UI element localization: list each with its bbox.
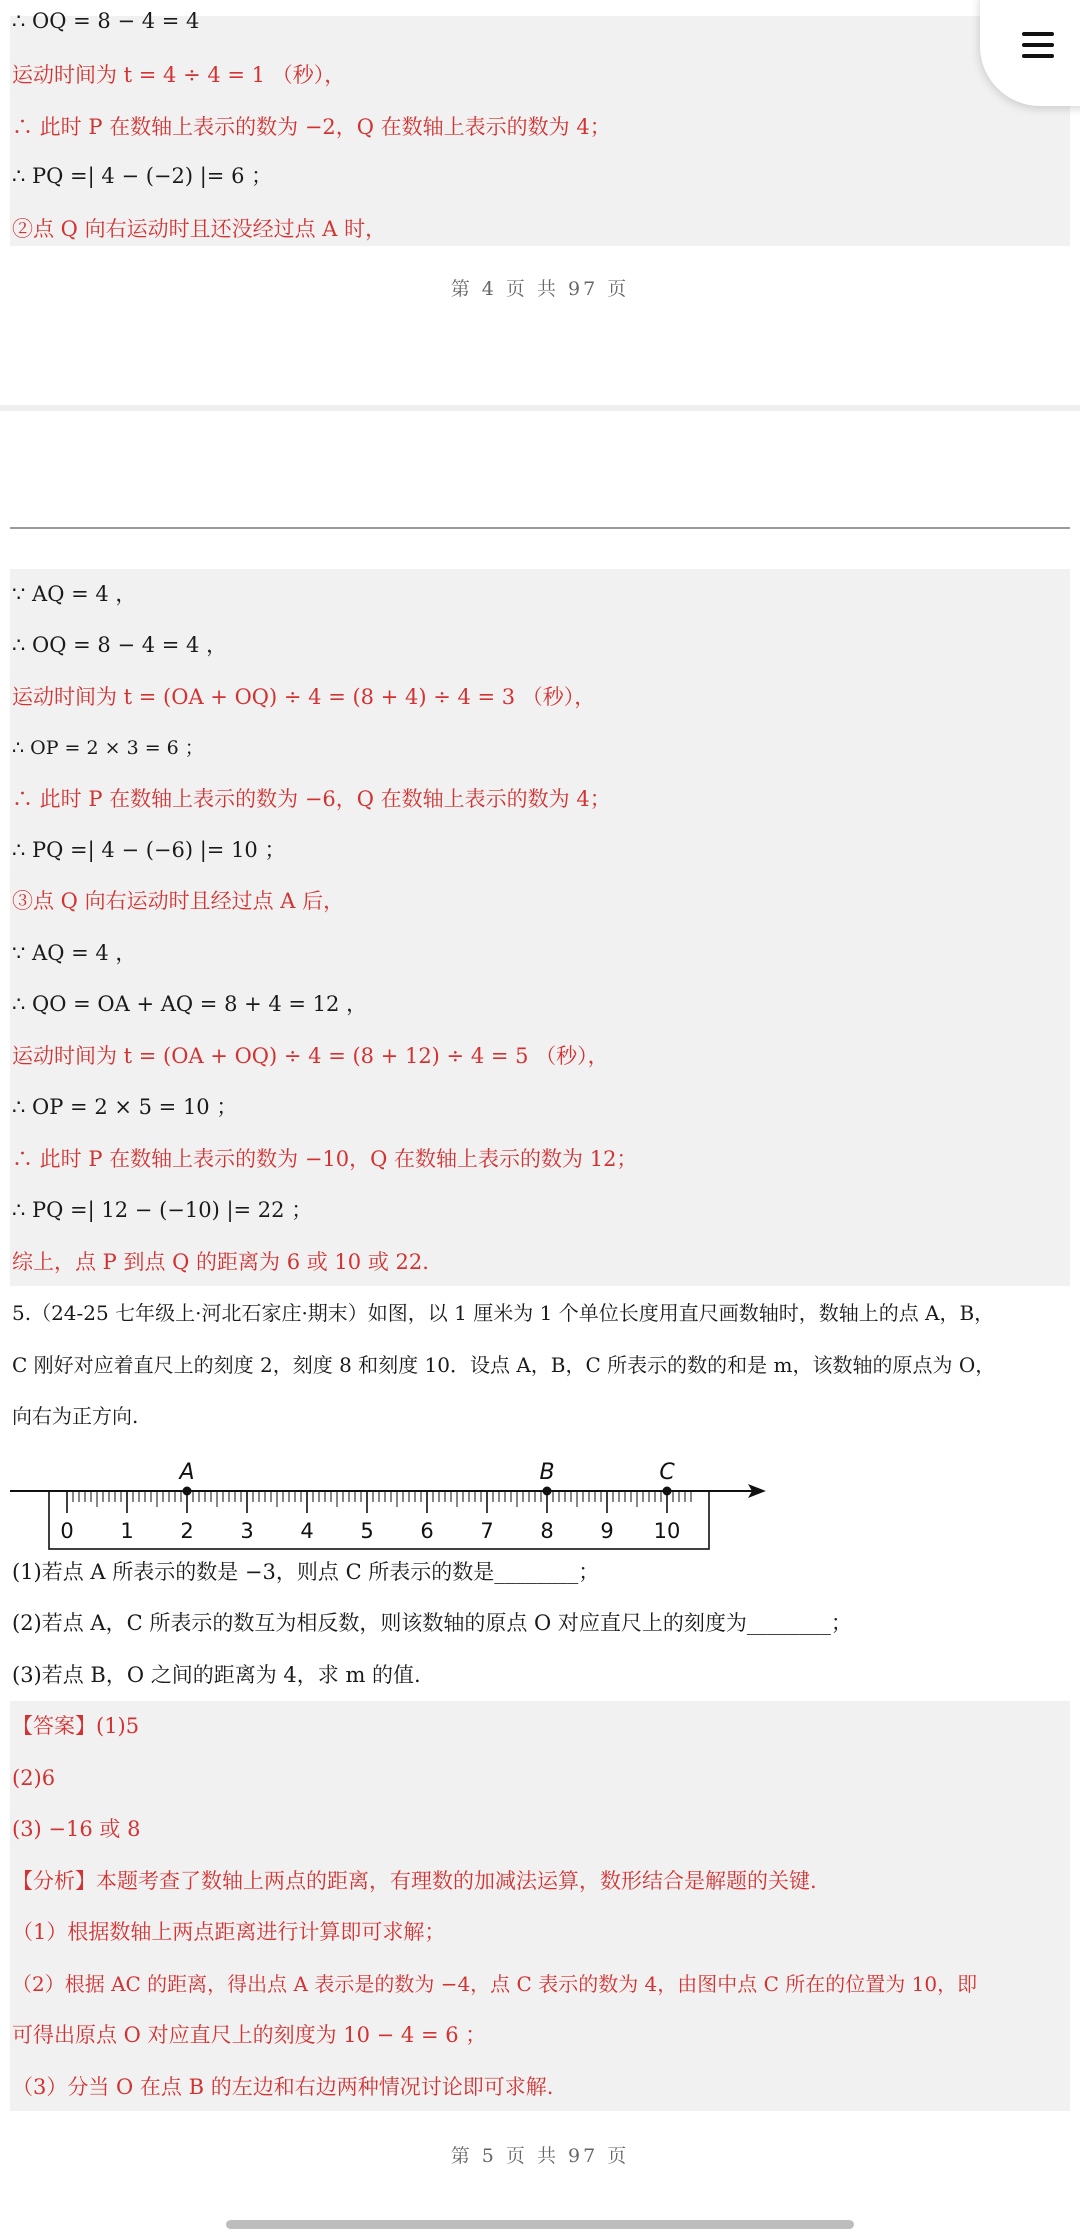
ruler-number-label: 7 — [480, 1519, 494, 1543]
solution-conclusion: 综上，点 P 到点 Q 的距离为 6 或 10 或 22. — [12, 1250, 429, 1274]
page-5 — [0, 411, 1080, 2237]
solution-line: ∴ 此时 P 在数轴上表示的数为 −2，Q 在数轴上表示的数为 4； — [12, 115, 611, 139]
point-c-label: C — [659, 1460, 675, 1485]
solution-line: ②点 Q 向右运动时且还没经过点 A 时， — [12, 217, 387, 241]
analysis-line: （1）根据数轴上两点距离进行计算即可求解； — [12, 1920, 446, 1944]
hamburger-menu-icon — [1022, 32, 1054, 36]
ruler-number-label: 10 — [653, 1519, 681, 1543]
page-number: 第 4 页 共 97 页 — [450, 278, 630, 300]
solution-line: 运动时间为 t = (OA + OQ) ÷ 4 = (8 + 12) ÷ 4 = 5 （秒）， — [12, 1044, 609, 1068]
answer-line: 【答案】(1)5 — [12, 1714, 140, 1738]
solution-block-page-5 — [10, 569, 1070, 1286]
question-line: 5.（24-25 七年级上·河北石家庄·期末）如图，以 1 厘米为 1 个单位长度用直尺画数轴时，数轴上的点 A，B， — [12, 1301, 995, 1325]
ruler-number-label: 3 — [240, 1519, 254, 1543]
ruler-number-label: 4 — [300, 1519, 314, 1543]
analysis-line: （3）分当 O 在点 B 的左边和右边两种情况讨论即可求解. — [12, 2075, 554, 2099]
solution-line: ∴ OP = 2 × 5 = 10 ； — [12, 1095, 238, 1119]
point-b-marker — [543, 1487, 552, 1496]
solution-line: ∴ 此时 P 在数轴上表示的数为 −10，Q 在数轴上表示的数为 12； — [12, 1147, 638, 1171]
ruler-number-label: 6 — [420, 1519, 434, 1543]
page-header-rule — [10, 527, 1070, 529]
question-line: C 刚好对应着直尺上的刻度 2，刻度 8 和刻度 10．设点 A，B，C 所表示的数的和是 m，该数轴的原点为 O， — [12, 1353, 996, 1377]
page-4 — [0, 0, 1080, 405]
ruler-number-label: 8 — [540, 1519, 554, 1543]
analysis-line: 【分析】本题考查了数轴上两点的距离，有理数的加减法运算，数形结合是解题的关键. — [12, 1869, 817, 1893]
sub-question: (1)若点 A 所表示的数是 −3，则点 C 所表示的数是________； — [12, 1560, 600, 1584]
solution-line: 运动时间为 t = 4 ÷ 4 = 1 （秒）， — [12, 63, 346, 87]
solution-line: ∴ PQ =| 4 − (−2) |= 6 ； — [12, 164, 273, 188]
point-c-marker — [663, 1487, 672, 1496]
solution-line: ∴ PQ =| 4 − (−6) |= 10 ； — [12, 838, 286, 862]
solution-line: 运动时间为 t = (OA + OQ) ÷ 4 = (8 + 4) ÷ 4 = 3 （秒）， — [12, 685, 596, 709]
solution-line: ∴ 此时 P 在数轴上表示的数为 −6，Q 在数轴上表示的数为 4； — [12, 787, 611, 811]
sub-question: (3)若点 B，O 之间的距离为 4，求 m 的值. — [12, 1663, 421, 1687]
solution-line: ∵ AQ = 4 ， — [12, 941, 137, 965]
analysis-line: 可得出原点 O 对应直尺上的刻度为 10 − 4 = 6 ； — [12, 2023, 487, 2047]
ruler-number-label: 2 — [180, 1519, 194, 1543]
solution-line: ③点 Q 向右运动时且经过点 A 后， — [12, 889, 345, 913]
answer-line: (3) −16 或 8 — [12, 1817, 141, 1841]
solution-line: ∴ QO = OA + AQ = 8 + 4 = 12 ， — [12, 992, 368, 1016]
solution-line: ∴ OQ = 8 − 4 = 4 ， — [12, 633, 228, 657]
point-a-label: A — [179, 1460, 195, 1485]
hamburger-menu-icon — [1022, 54, 1054, 58]
ruler-number-label: 1 — [120, 1519, 134, 1543]
answer-line: (2)6 — [12, 1766, 56, 1790]
analysis-line: （2）根据 AC 的距离，得出点 A 表示是的数为 −4，点 C 表示的数为 4，由图中点 C 所在的位置为 10，即 — [12, 1972, 978, 1996]
ruler-number-label: 9 — [600, 1519, 614, 1543]
solution-line: ∵ AQ = 4 ， — [12, 582, 137, 606]
solution-line: ∴ OQ = 8 − 4 = 4 — [12, 9, 200, 33]
solution-line: ∴ PQ =| 12 − (−10) |= 22 ； — [12, 1198, 313, 1222]
point-a-marker — [183, 1487, 192, 1496]
question-line: 向右为正方向. — [12, 1404, 139, 1428]
ruler-number-label: 5 — [360, 1519, 374, 1543]
page-number: 第 5 页 共 97 页 — [450, 2145, 630, 2167]
ruler-number-line-figure — [0, 1441, 1080, 1571]
ruler — [10, 1460, 766, 1549]
solution-line: ∴ OP = 2 × 3 = 6 ； — [12, 737, 204, 759]
sub-question: (2)若点 A，C 所表示的数互为相反数，则该数轴的原点 O 对应直尺上的刻度为________； — [12, 1611, 852, 1635]
point-b-label: B — [539, 1460, 555, 1485]
ruler-number-label: 0 — [60, 1519, 74, 1543]
home-indicator[interactable] — [226, 2220, 854, 2229]
hamburger-menu-icon — [1022, 43, 1054, 47]
